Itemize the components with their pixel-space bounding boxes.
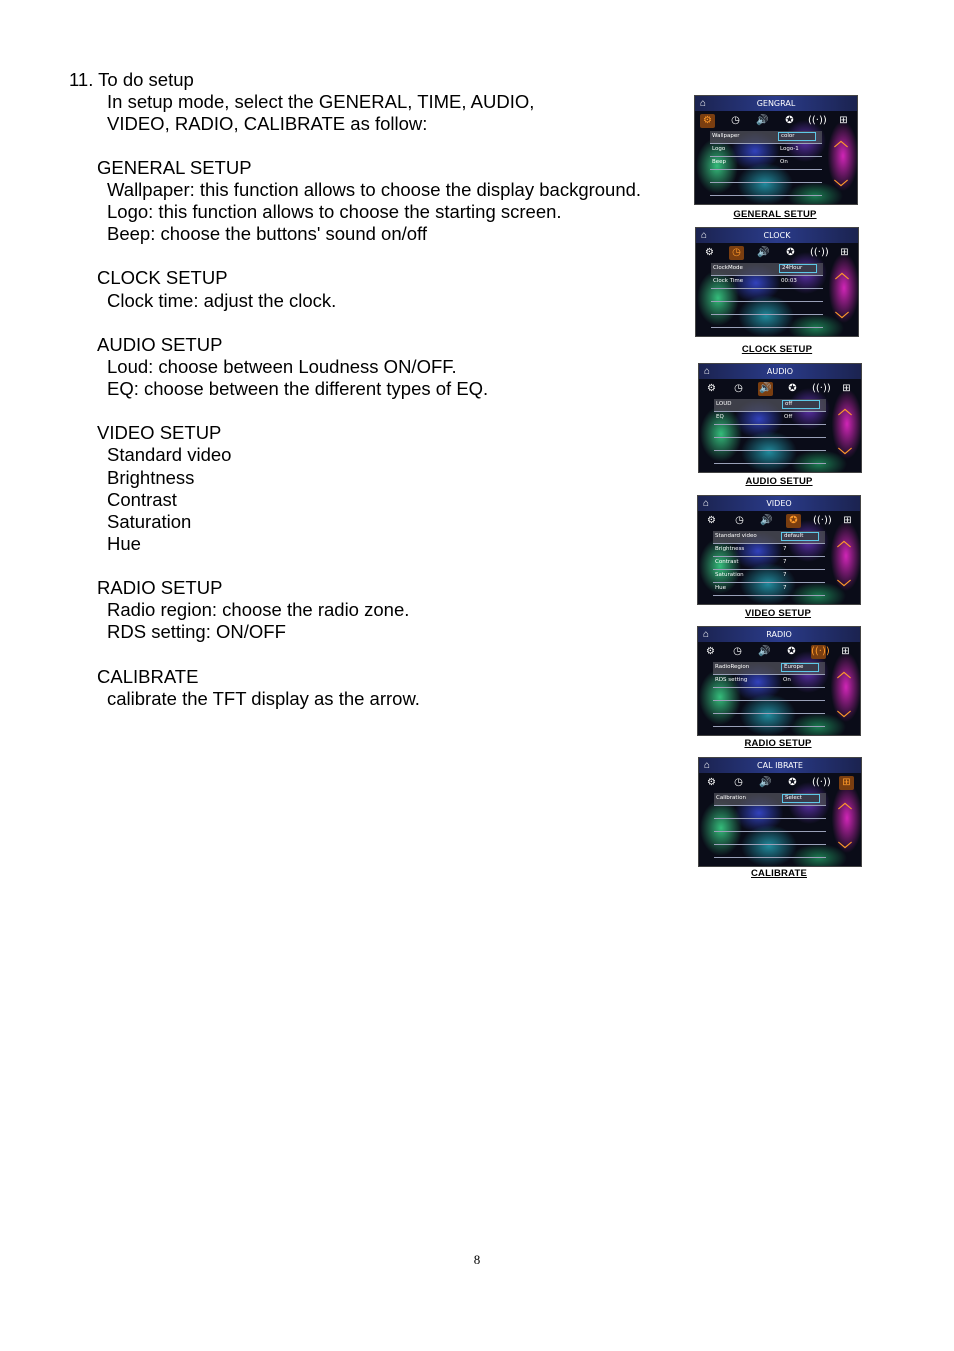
radio-icon[interactable]: ((·)) — [808, 115, 827, 126]
general-setup-screen — [694, 95, 858, 205]
clock-setup-caption: CLOCK SETUP — [741, 344, 813, 355]
setting-value[interactable]: Off — [784, 414, 793, 420]
setup-tab-bar — [699, 775, 861, 791]
calibrate-icon[interactable]: ⊞ — [839, 115, 848, 126]
speaker-icon[interactable]: 🔊 — [757, 247, 770, 258]
speaker-icon[interactable]: 🔊 — [758, 646, 771, 657]
empty-row — [713, 688, 825, 701]
setting-row[interactable] — [713, 662, 825, 675]
clock-setup-title: CLOCK SETUP — [97, 267, 228, 288]
setting-row[interactable] — [713, 675, 825, 688]
setting-label: Clock Time — [713, 278, 744, 284]
setting-label: RadioRegion — [715, 664, 750, 670]
clock-icon[interactable]: ◷ — [734, 777, 743, 788]
setting-label: LOUD — [716, 401, 732, 407]
chevron-up-icon[interactable]: ︿ — [834, 134, 848, 150]
radio-setup-title: RADIO SETUP — [97, 577, 223, 598]
empty-row — [714, 806, 826, 819]
screen-header — [695, 96, 857, 111]
clock-icon[interactable]: ◷ — [734, 383, 743, 394]
empty-row — [710, 170, 822, 183]
general-beep-text: Beep: choose the buttons' sound on/off — [107, 223, 427, 244]
general-setup-title: GENERAL SETUP — [97, 157, 252, 178]
chevron-up-icon[interactable]: ︿ — [837, 534, 851, 550]
radio-setup-screen — [697, 626, 861, 736]
gear-icon[interactable]: ⚙ — [706, 646, 715, 657]
video-saturation-text: Saturation — [107, 511, 192, 532]
speaker-icon[interactable]: 🔊 — [759, 777, 772, 788]
setting-row[interactable] — [713, 583, 825, 596]
setting-label: Logo — [712, 146, 726, 152]
home-icon[interactable]: ⌂ — [700, 98, 707, 109]
setup-tab-bar — [698, 513, 860, 529]
setting-value[interactable]: 24Hour — [779, 264, 817, 273]
general-wallpaper-text: Wallpaper: this function allows to choose the display background. — [107, 179, 642, 200]
empty-row — [711, 289, 823, 302]
setting-row[interactable] — [714, 793, 826, 806]
calibrate-icon[interactable]: ⊞ — [843, 515, 852, 526]
screen-header — [698, 627, 860, 642]
intro-line-1: In setup mode, select the GENERAL, TIME, AUDIO, — [107, 91, 535, 112]
setup-tab-bar — [699, 381, 861, 397]
video-icon[interactable]: ✪ — [788, 383, 797, 394]
clock-setup-screen — [695, 227, 859, 337]
speaker-icon[interactable]: 🔊 — [756, 115, 769, 126]
setting-value[interactable]: 00:03 — [781, 278, 797, 284]
setting-value[interactable]: 7 — [783, 546, 787, 552]
setting-row[interactable] — [714, 412, 826, 425]
empty-row — [714, 451, 826, 464]
setting-label: Beep — [712, 159, 727, 165]
gear-icon[interactable]: ⚙ — [707, 777, 716, 788]
setting-value[interactable]: On — [783, 677, 791, 683]
clock-icon[interactable]: ◷ — [733, 646, 742, 657]
radio-icon[interactable]: ((·)) — [812, 383, 831, 394]
setting-row[interactable] — [710, 131, 822, 144]
screen-header — [696, 228, 858, 243]
calibrate-icon[interactable]: ⊞ — [839, 776, 854, 790]
chevron-down-icon[interactable]: ﹀ — [835, 312, 849, 328]
video-icon[interactable]: ✪ — [785, 115, 794, 126]
chevron-down-icon[interactable]: ﹀ — [838, 448, 852, 464]
setting-value[interactable]: Select — [782, 794, 820, 803]
gear-icon[interactable]: ⚙ — [707, 383, 716, 394]
calibrate-caption: CALIBRATE — [751, 868, 807, 879]
calibrate-screen — [698, 757, 862, 867]
setting-value[interactable]: On — [780, 159, 788, 165]
chevron-down-icon[interactable]: ﹀ — [834, 180, 848, 196]
setting-label: Wallpaper — [712, 133, 740, 139]
audio-eq-text: EQ: choose between the different types of EQ. — [107, 378, 489, 399]
speaker-icon[interactable]: 🔊 — [760, 515, 773, 526]
empty-row — [711, 302, 823, 315]
video-setup-screen — [697, 495, 861, 605]
chevron-up-icon[interactable]: ︿ — [835, 266, 849, 282]
empty-row — [711, 315, 823, 328]
empty-row — [714, 832, 826, 845]
screen-title: CAL IBRATE — [757, 761, 803, 770]
calibrate-icon[interactable]: ⊞ — [840, 247, 849, 258]
screen-header — [699, 364, 861, 379]
general-logo-text: Logo: this function allows to choose the starting screen. — [107, 201, 562, 222]
empty-row — [713, 714, 825, 727]
chevron-up-icon[interactable]: ︿ — [838, 796, 852, 812]
setting-label: Calibration — [716, 795, 746, 801]
gear-icon[interactable]: ⚙ — [705, 247, 714, 258]
setting-label: RDS setting — [715, 677, 748, 683]
home-icon[interactable]: ⌂ — [703, 629, 710, 640]
setting-row[interactable] — [713, 544, 825, 557]
video-setup-title: VIDEO SETUP — [97, 422, 222, 443]
setting-value[interactable]: 7 — [783, 585, 787, 591]
intro-line-2: VIDEO, RADIO, CALIBRATE as follow: — [107, 113, 428, 134]
radio-icon[interactable]: ((·)) — [813, 515, 832, 526]
setting-row[interactable] — [711, 263, 823, 276]
setup-tab-bar — [695, 113, 857, 129]
video-hue-text: Hue — [107, 533, 141, 554]
setting-label: ClockMode — [713, 265, 743, 271]
general-setup-caption: GENERAL SETUP — [733, 209, 817, 220]
setting-label: EQ — [716, 414, 724, 420]
empty-row — [714, 845, 826, 858]
chevron-down-icon[interactable]: ﹀ — [838, 842, 852, 858]
home-icon[interactable]: ⌂ — [704, 760, 711, 771]
setting-label: Brightness — [715, 546, 745, 552]
video-icon[interactable]: ✪ — [787, 646, 796, 657]
audio-loud-text: Loud: choose between Loudness ON/OFF. — [107, 356, 457, 377]
setting-value[interactable]: Europe — [781, 663, 819, 672]
screen-header — [699, 758, 861, 773]
audio-setup-screen — [698, 363, 862, 473]
screen-title: GENGRAL — [756, 99, 796, 108]
screen-title: RADIO — [766, 630, 792, 639]
video-brightness-text: Brightness — [107, 467, 195, 488]
setting-label: Standard video — [715, 533, 757, 539]
clock-icon[interactable]: ◷ — [731, 115, 740, 126]
radio-icon[interactable]: ((·)) — [810, 247, 829, 258]
empty-row — [714, 819, 826, 832]
clock-icon[interactable]: ◷ — [735, 515, 744, 526]
radio-icon[interactable]: ((·)) — [811, 646, 830, 657]
video-icon[interactable]: ✪ — [786, 247, 795, 258]
setting-row[interactable] — [713, 570, 825, 583]
setting-value[interactable]: off — [782, 400, 820, 409]
calibrate-icon[interactable]: ⊞ — [842, 383, 851, 394]
setting-row[interactable] — [710, 157, 822, 170]
chevron-up-icon[interactable]: ︿ — [838, 402, 852, 418]
setting-value[interactable]: color — [778, 132, 816, 141]
calibrate-text: calibrate the TFT display as the arrow. — [107, 688, 420, 709]
chevron-down-icon[interactable]: ﹀ — [837, 580, 851, 596]
empty-row — [714, 438, 826, 451]
page-number: 8 — [473, 1252, 481, 1267]
speaker-icon[interactable]: 🔊 — [759, 383, 772, 394]
setting-row[interactable] — [710, 144, 822, 157]
setting-label: Saturation — [715, 572, 744, 578]
home-icon[interactable]: ⌂ — [704, 366, 711, 377]
empty-row — [714, 425, 826, 438]
video-setup-caption: VIDEO SETUP — [744, 608, 812, 619]
setting-row[interactable] — [714, 399, 826, 412]
screen-title: AUDIO — [766, 367, 794, 376]
audio-setup-caption: AUDIO SETUP — [745, 476, 813, 487]
setting-value[interactable]: 7 — [783, 572, 787, 578]
gear-icon[interactable]: ⚙ — [707, 515, 716, 526]
screen-title: CLOCK — [763, 231, 791, 240]
chevron-down-icon[interactable]: ﹀ — [837, 711, 851, 727]
radio-setup-caption: RADIO SETUP — [744, 738, 812, 749]
setting-value[interactable]: Logo-1 — [780, 146, 799, 152]
setting-label: Contrast — [715, 559, 739, 565]
setting-row[interactable] — [711, 276, 823, 289]
video-icon[interactable]: ✪ — [788, 777, 797, 788]
section-heading: 11. To do setup — [69, 69, 194, 90]
video-standard-text: Standard video — [107, 444, 232, 465]
calibrate-icon[interactable]: ⊞ — [841, 646, 850, 657]
video-contrast-text: Contrast — [107, 489, 177, 510]
empty-row — [713, 701, 825, 714]
screen-title: VIDEO — [766, 499, 792, 508]
radio-rds-text: RDS setting: ON/OFF — [107, 621, 286, 642]
clock-time-text: Clock time: adjust the clock. — [107, 290, 337, 311]
home-icon[interactable]: ⌂ — [701, 230, 708, 241]
setting-label: Hue — [715, 585, 727, 591]
chevron-up-icon[interactable]: ︿ — [837, 665, 851, 681]
screen-header — [698, 496, 860, 511]
gear-icon[interactable]: ⚙ — [700, 114, 715, 128]
radio-region-text: Radio region: choose the radio zone. — [107, 599, 410, 620]
radio-icon[interactable]: ((·)) — [812, 777, 831, 788]
calibrate-title: CALIBRATE — [97, 666, 199, 687]
video-icon[interactable]: ✪ — [786, 514, 801, 528]
setting-value[interactable]: 7 — [783, 559, 787, 565]
setting-row[interactable] — [713, 557, 825, 570]
setup-tab-bar — [696, 245, 858, 261]
setting-row[interactable] — [713, 531, 825, 544]
setting-value[interactable]: default — [781, 532, 819, 541]
home-icon[interactable]: ⌂ — [703, 498, 710, 509]
clock-icon[interactable]: ◷ — [729, 246, 744, 260]
audio-setup-title: AUDIO SETUP — [97, 334, 223, 355]
setup-tab-bar — [698, 644, 860, 660]
empty-row — [710, 183, 822, 196]
